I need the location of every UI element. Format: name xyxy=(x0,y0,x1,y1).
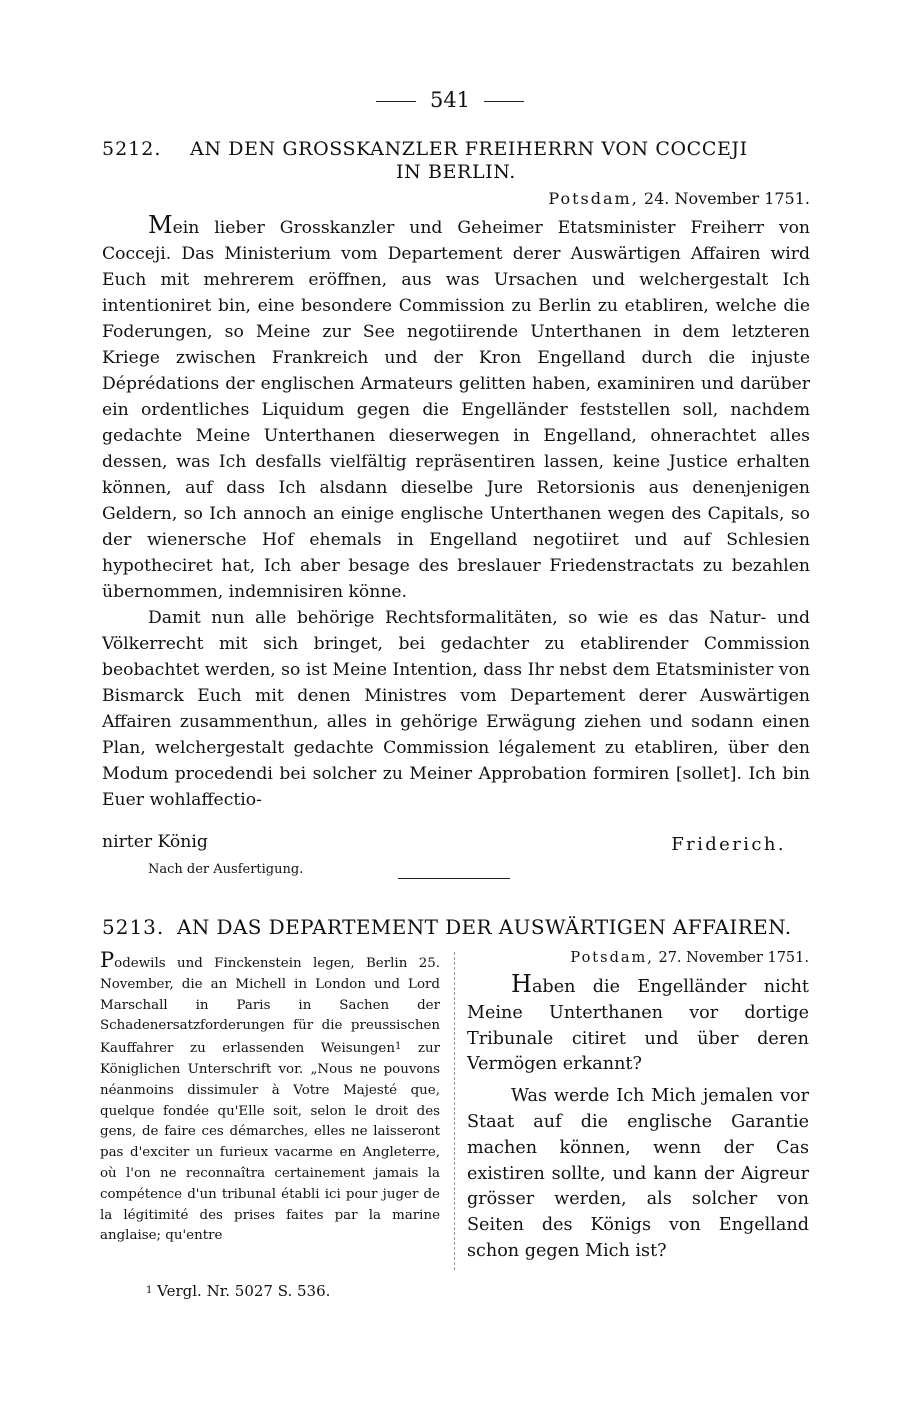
doc1-body xyxy=(102,212,810,813)
footnote-reference[interactable]: 1 xyxy=(394,1041,402,1053)
folio-dash-left xyxy=(376,101,416,102)
doc1-title-line1: AN DEN GROSSKANZLER FREIHERRN VON COCCEJI xyxy=(190,138,748,160)
doc1-paragraph-1 xyxy=(102,212,810,605)
doc1-heading xyxy=(102,138,810,160)
doc2-dateline xyxy=(467,948,809,968)
doc1-date-place: Potsdam, xyxy=(548,189,639,208)
doc2-summary-text-a: odewils und Finckenstein legen, Berlin 25. November, die an Michell in London und Lord Marschall in Paris in Sachen der Schadenersatzforderungen für die preussischen Kauffahrer zu erlassenden Weisungen xyxy=(100,956,440,1057)
section-separator xyxy=(398,878,510,879)
doc2-title: AN DAS DEPARTEMENT DER AUSWÄRTIGEN AFFAIREN. xyxy=(177,915,792,939)
doc1-paragraph-1-text: ein lieber Grosskanzler und Geheimer Etatsminister Freiherr von Cocceji. Das Ministerium vom Departement derer Auswärtigen Affairen wird Euch mit mehrerem eröffnen, aus was Ursachen und welchergestalt Ich intentioniret bin, eine besondere Commission zu Berlin zu etabliren, welche die Foderungen, so Meine zur See negotiirende Unterthanen in dem letzteren Kriege zwischen Frankreich und der Kron Engelland durch die injuste Déprédations der englischen Armateurs gelitten haben, examiniren und darüber ein ordentliches Liquidum gegen die Engelländer feststellen soll, nachdem gedachte Meine Unterthanen dieserwegen in Engelland, ohnerachtet alles dessen, was Ich desfalls vielfältig repräsentiren lassen, keine Justice erhalten können, auf dass Ich alsdann dieselbe Jure Retorsionis aus denenjenigen Geldern, so Ich annoch an einige englische Unterthanen wegen des Capitals, so der wienersche Hof ehemals in Engelland negotiiret und auf Schlesien hypotheciret hat, Ich aber besage des breslauer Friedenstractats zu bezahlen übernommen, indemnisiren könne. xyxy=(102,218,810,602)
doc1-title-line2-text: IN BERLIN. xyxy=(396,161,516,183)
page-number xyxy=(0,88,900,112)
doc2-paragraph-1-text: aben die Engelländer nicht Meine Unterthanen vor dortige Tribunale citiret und über deren Vermögen erkannt? xyxy=(467,977,809,1075)
doc2-left-dropcap: P xyxy=(100,948,115,972)
page-number-text: 541 xyxy=(429,88,471,112)
doc2-right-dropcap: H xyxy=(511,970,532,998)
doc2-summary xyxy=(100,950,440,1247)
doc1-dateline xyxy=(548,189,810,208)
doc1-paragraph-2: Damit nun alle behörige Rechtsformalitäten, so wie es das Natur- und Völkerrecht mit sich bringet, bei gedachter zu etablirender Commission beobachtet werden, so ist Meine Intention, dass Ihr nebst dem Etatsminister von Bismarck Euch mit denen Ministres vom Departement derer Auswärtigen Affairen zusammenthun, alles in gehörige Erwägung ziehen und sodann einen Plan, welchergestalt gedachte Commission légalement zu etabliren, über den Modum procedendi bei solcher zu Meiner Approbation formiren [sollet]. Ich bin Euer wohlaffectio- xyxy=(102,608,810,810)
doc2-heading xyxy=(102,915,810,939)
doc1-signature: Friderich. xyxy=(671,834,786,855)
folio-dash-right xyxy=(484,101,524,102)
doc1-closing-row xyxy=(102,832,810,855)
doc2-number: 5213. xyxy=(102,915,165,939)
doc2-paragraph-2: Was werde Ich Mich jemalen vor Staat auf die englische Garantie machen können, wenn der Cas existiren sollte, und kann der Aigreur grösser werden, als solcher von Seiten des Königs von Engelland schon gegen Mich ist? xyxy=(467,1086,809,1261)
doc1-closing: nirter König xyxy=(102,832,208,852)
doc2-letter-column xyxy=(467,948,809,1265)
footnote-mark: 1 xyxy=(146,1285,153,1296)
doc1-date: 24. November 1751. xyxy=(643,189,810,208)
column-divider xyxy=(454,952,455,1270)
doc2-date: 27. November 1751. xyxy=(658,950,809,966)
doc2-summary-column xyxy=(100,950,440,1247)
footnote-text: Vergl. Nr. 5027 S. 536. xyxy=(157,1282,331,1300)
doc2-paragraph-1 xyxy=(467,972,809,1078)
doc1-number: 5212. xyxy=(102,138,162,160)
doc2-summary-text-b: zur Königlichen Unterschrift vor. „Nous ne pouvons néanmoins dissimuler à Votre Majesté que, quelque fondée qu'Elle soit, selon le droit des gens, de faire ces démarches, elles ne laisseront pas d'exciter un furieux vacarme en Angleterre, où l'on ne reconnaîtra certainement jamais la compétence d'un tribunal établi ici pour juger de la légitimité des prises faites par la marine anglaise; qu'entre xyxy=(100,1041,440,1244)
doc1-dropcap: M xyxy=(148,211,173,239)
doc1-title-line2 xyxy=(102,161,810,183)
doc1-source-note: Nach der Ausfertigung. xyxy=(148,862,304,877)
footnote xyxy=(146,1282,330,1300)
doc2-date-place: Potsdam, xyxy=(570,950,654,966)
